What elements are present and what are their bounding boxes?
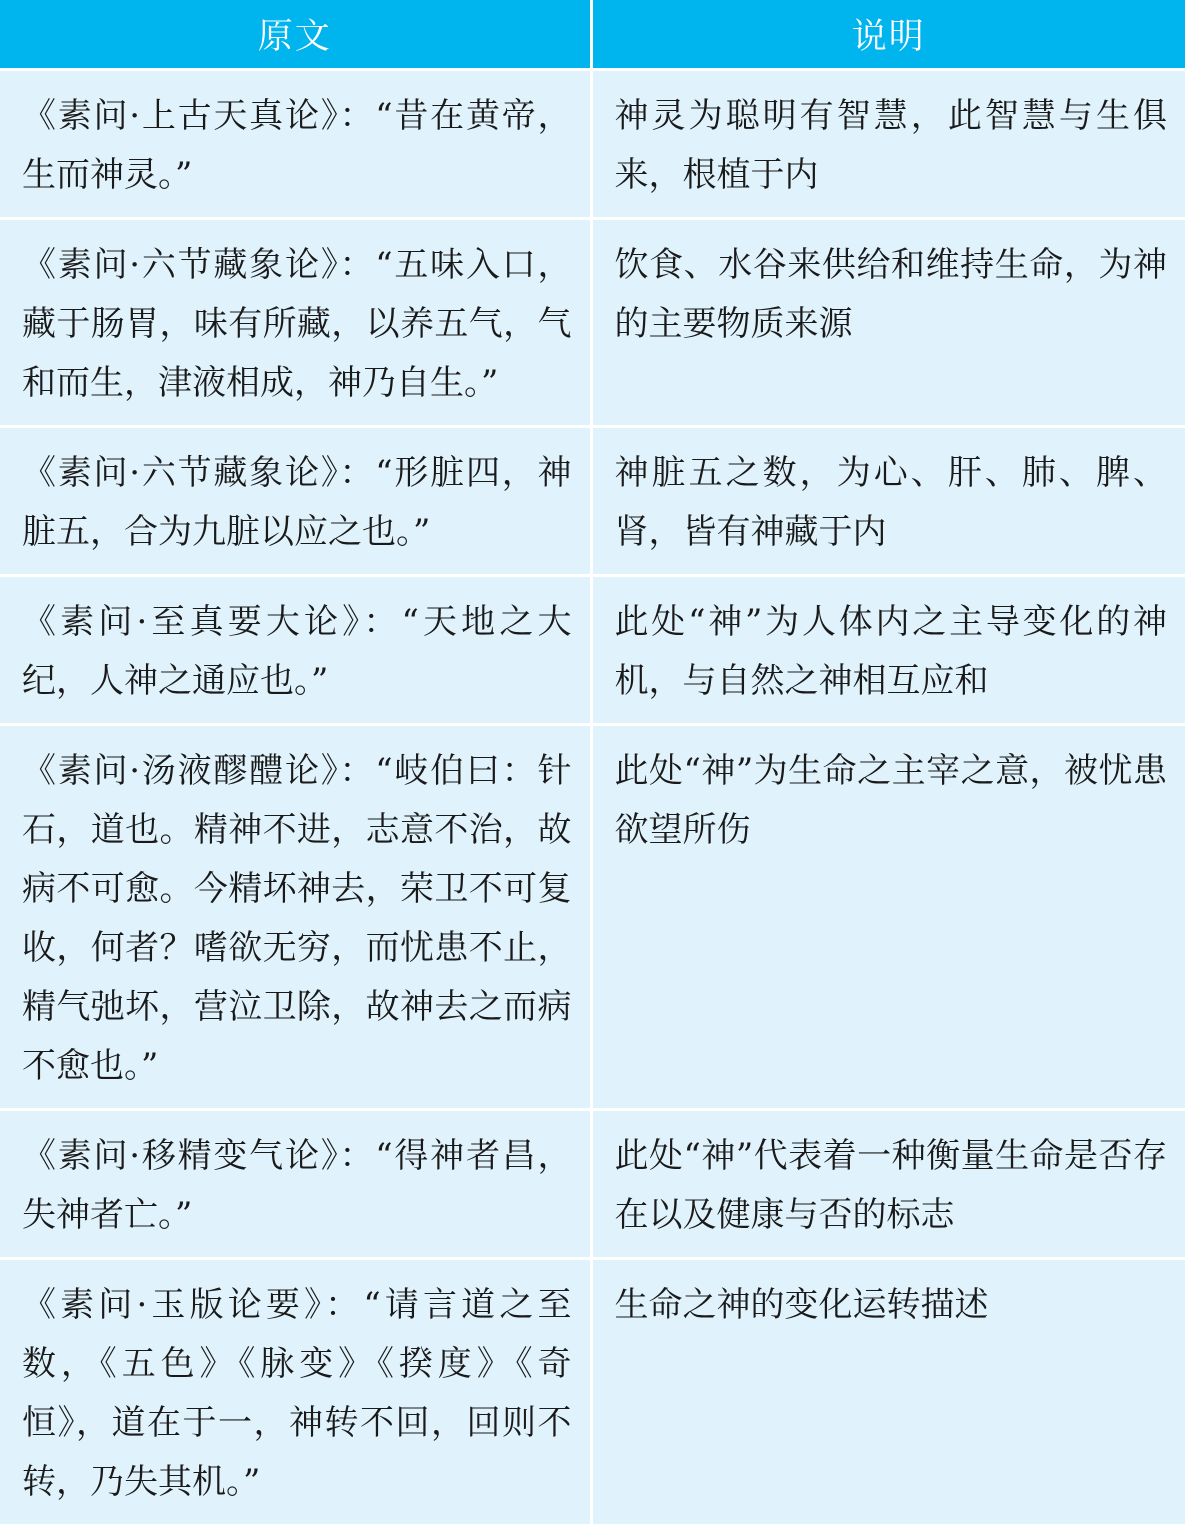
original-text-cell: 《素问·玉版论要》：“请言道之至数，《五色》《脉变》《揆度》《奇恒》，道在于一，神转不回，回则不转，乃失其机。” xyxy=(0,1259,591,1524)
original-text-cell: 《素问·移精变气论》：“得神者昌，失神者亡。” xyxy=(0,1110,591,1259)
table-row xyxy=(0,1259,1185,1524)
explanation-cell: 此处“神”为人体内之主导变化的神机，与自然之神相互应和 xyxy=(591,576,1185,725)
explanation-cell: 饮食、水谷来供给和维持生命，为神的主要物质来源 xyxy=(591,219,1185,427)
table-row xyxy=(0,70,1185,219)
original-text-cell: 《素问·汤液醪醴论》：“岐伯曰：针石，道也。精神不进，志意不治，故病不可愈。今精坏神去，荣卫不可复收，何者？嗜欲无穷，而忧患不止，精气弛坏，营泣卫除，故神去之而病不愈也。” xyxy=(0,725,591,1110)
table-row xyxy=(0,427,1185,576)
explanation-cell: 神灵为聪明有智慧，此智慧与生俱来，根植于内 xyxy=(591,70,1185,219)
explanation-cell: 神脏五之数，为心、肝、肺、脾、肾，皆有神藏于内 xyxy=(591,427,1185,576)
header-row xyxy=(0,0,1185,70)
table-row xyxy=(0,725,1185,1110)
header-explanation: 说明 xyxy=(591,0,1185,70)
original-text-cell: 《素问·上古天真论》：“昔在黄帝，生而神灵。” xyxy=(0,70,591,219)
explanation-cell: 生命之神的变化运转描述 xyxy=(591,1259,1185,1524)
explanation-cell: 此处“神”代表着一种衡量生命是否存在以及健康与否的标志 xyxy=(591,1110,1185,1259)
table-row xyxy=(0,1110,1185,1259)
original-text-cell: 《素问·至真要大论》：“天地之大纪，人神之通应也。” xyxy=(0,576,591,725)
table-row xyxy=(0,576,1185,725)
original-text-cell: 《素问·六节藏象论》：“五味入口，藏于肠胃，味有所藏，以养五气，气和而生，津液相成，神乃自生。” xyxy=(0,219,591,427)
header-original-text: 原文 xyxy=(0,0,591,70)
explanation-cell: 此处“神”为生命之主宰之意，被忧患欲望所伤 xyxy=(591,725,1185,1110)
table-row xyxy=(0,219,1185,427)
original-text-cell: 《素问·六节藏象论》：“形脏四，神脏五，合为九脏以应之也。” xyxy=(0,427,591,576)
